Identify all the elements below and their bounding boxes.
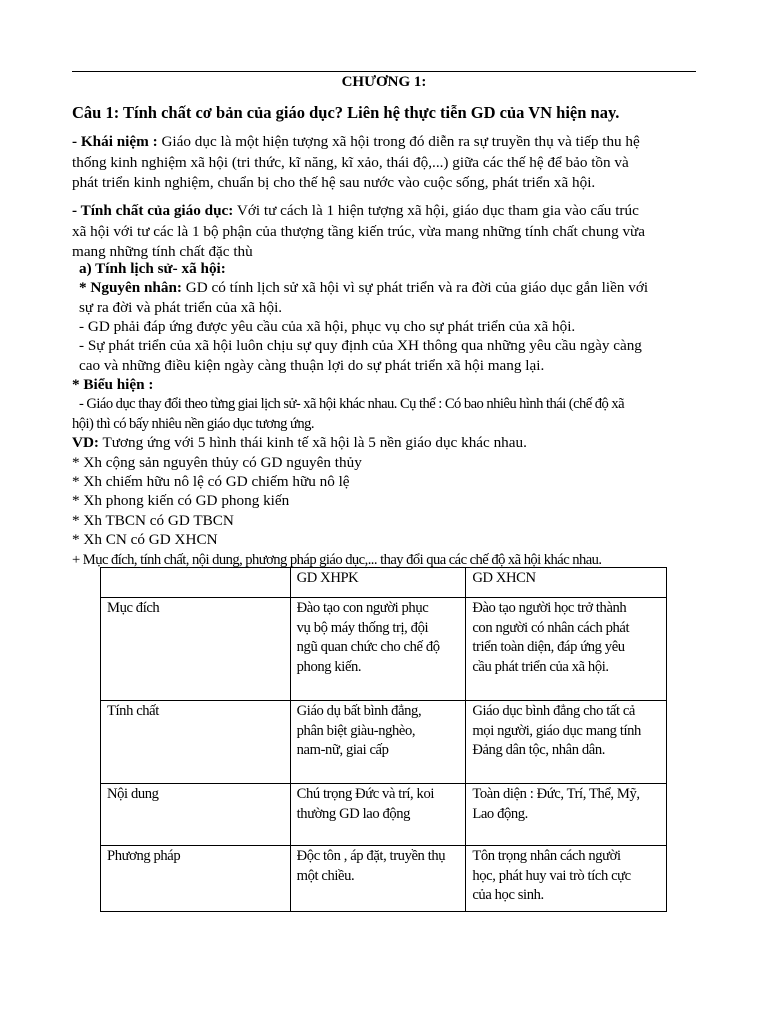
cell-line: cầu phát triển của xã hội.	[472, 658, 609, 675]
nature-line-3: mang những tính chất đặc thù	[72, 243, 253, 260]
cell-line: triển toàn diện, đáp ứng yêu	[472, 639, 625, 655]
cell-line: mọi người, giáo dục mang tính	[472, 722, 641, 739]
cause-line-2: sự ra đời và phát triển của xã hội.	[79, 299, 283, 316]
cell-line: Giáo dục bình đẳng cho tất cả	[472, 703, 635, 719]
example-text: Tương ứng với 5 hình thái kinh tế xã hội là 5 nền giáo dục khác nhau.	[99, 434, 527, 451]
concept-label: - Khái niệm :	[72, 133, 158, 150]
cell-line: Độc tôn , áp đặt, truyền thụ	[296, 848, 446, 864]
cause-text-1: GD có tính lịch sử xã hội vì sự phát triển và ra đời của giáo dục gắn liền với	[181, 279, 649, 296]
nature-paragraph	[72, 201, 696, 263]
cell-line: ngũ quan chức cho chế độ	[296, 639, 440, 655]
cell-line: của học sinh.	[472, 887, 544, 903]
table-cell	[290, 701, 466, 784]
cell-line: Lao động.	[472, 805, 528, 822]
table-cell	[466, 846, 667, 912]
cell-line: Tôn trọng nhân cách người	[472, 848, 621, 864]
table-row-label: Phương pháp	[101, 846, 291, 912]
cell-line: nam-nữ, giai cấp	[296, 742, 389, 758]
example-label: VD:	[72, 434, 99, 451]
cell-line: Đào tạo con người phục	[296, 600, 429, 616]
example-note: + Mục đích, tính chất, nội dung, phương pháp giáo dục,... thay đổi qua các chế độ xã hội khác nhau.	[72, 552, 602, 568]
table-header-row	[101, 568, 667, 598]
table-cell	[290, 598, 466, 701]
cell-line: vụ bộ máy thống trị, đội	[296, 619, 429, 636]
cell-line: Chú trọng Đức và trí, koi	[296, 786, 434, 802]
concept-paragraph	[72, 132, 696, 194]
cell-line: Đảng dân tộc, nhân dân.	[472, 742, 605, 758]
section-a-heading: a) Tính lịch sử- xã hội:	[79, 260, 226, 277]
manifest-line-2: hội) thì có bấy nhiêu nền giáo dục tương ứng.	[72, 416, 314, 432]
cell-line: một chiều.	[296, 867, 355, 884]
cause-line-3: - GD phải đáp ứng được yêu cầu của xã hội, phục vụ cho sự phát triển của xã hội.	[79, 318, 576, 335]
cause-line-4: - Sự phát triển của xã hội luôn chịu sự quy định của XH thông qua những yêu cầu ngày càng	[79, 337, 642, 354]
table-header-cell	[101, 568, 291, 598]
table-row-label: Nội dung	[101, 784, 291, 846]
cell-line: học, phát huy vai trò tích cực	[472, 867, 631, 884]
cell-line: Đào tạo người học trở thành	[472, 600, 627, 616]
table-header-cell: GD XHPK	[290, 568, 466, 598]
table-cell	[466, 701, 667, 784]
cause-label: * Nguyên nhân:	[79, 279, 182, 296]
table-row-label: Tính chất	[101, 701, 291, 784]
nature-line-2: xã hội với tư các là 1 bộ phận của thượng tầng kiến trúc, vừa mang những tính chất chung vừa	[72, 222, 646, 240]
nature-line-1: Với tư cách là 1 hiện tượng xã hội, giáo dục tham gia vào cấu trúc	[233, 202, 639, 219]
cell-line: Giáo dụ bất bình đẳng,	[296, 703, 422, 719]
concept-line-1: Giáo dục là một hiện tượng xã hội trong đó diễn ra sự truyền thụ và tiếp thu hệ	[157, 133, 640, 150]
table-cell	[290, 846, 466, 912]
table-row	[101, 846, 667, 912]
question-heading: Câu 1: Tính chất cơ bản của giáo dục? Liên hệ thực tiễn GD của VN hiện nay.	[72, 103, 620, 122]
table-row	[101, 701, 667, 784]
cell-line: phân biệt giàu-nghèo,	[296, 722, 416, 739]
example-item: * Xh TBCN có GD TBCN	[72, 512, 234, 529]
table-cell	[290, 784, 466, 846]
nature-label: - Tính chất của giáo dục:	[72, 202, 234, 219]
table-row	[101, 784, 667, 846]
cause-line-5: cao và những điều kiện ngày càng thuận lợi do sự phát triển xã hội mang lại.	[79, 357, 545, 374]
cell-line: phong kiến.	[296, 658, 362, 675]
manifest-label: * Biểu hiện :	[72, 376, 154, 393]
concept-line-2: thống kinh nghiệm xã hội (tri thức, kĩ năng, kĩ xảo, thái độ,...) giữa các thế hệ để bảo tồn và	[72, 153, 629, 171]
table-cell	[466, 598, 667, 701]
example-item: * Xh phong kiến có GD phong kiến	[72, 492, 290, 509]
example-line	[72, 433, 527, 453]
example-item: * Xh cộng sản nguyên thủy có GD nguyên thủy	[72, 454, 362, 471]
top-rule	[72, 71, 696, 72]
cell-line: Toàn diện : Đức, Trí, Thể, Mỹ,	[472, 786, 640, 802]
cell-line: con người có nhân cách phát	[472, 619, 630, 636]
manifest-line-1: - Giáo dục thay đổi theo từng giai lịch sử- xã hội khác nhau. Cụ thể : Có bao nhiêu hình thái (chế độ xã	[79, 396, 625, 412]
example-item: * Xh chiếm hữu nô lệ có GD chiếm hữu nô lệ	[72, 473, 350, 490]
table-header-cell: GD XHCN	[466, 568, 667, 598]
example-item: * Xh CN có GD XHCN	[72, 531, 218, 548]
cause-line-1	[79, 278, 648, 298]
concept-line-3: phát triển kinh nghiệm, chuẩn bị cho thế hệ sau nước vào cuộc sống, phát triển xã hội.	[72, 174, 596, 191]
table-cell	[466, 784, 667, 846]
cell-line: thường GD lao động	[296, 805, 411, 822]
comparison-table	[100, 567, 667, 912]
chapter-heading: CHƯƠNG 1:	[341, 74, 427, 90]
table-row	[101, 598, 667, 701]
table-row-label: Mục đích	[101, 598, 291, 701]
